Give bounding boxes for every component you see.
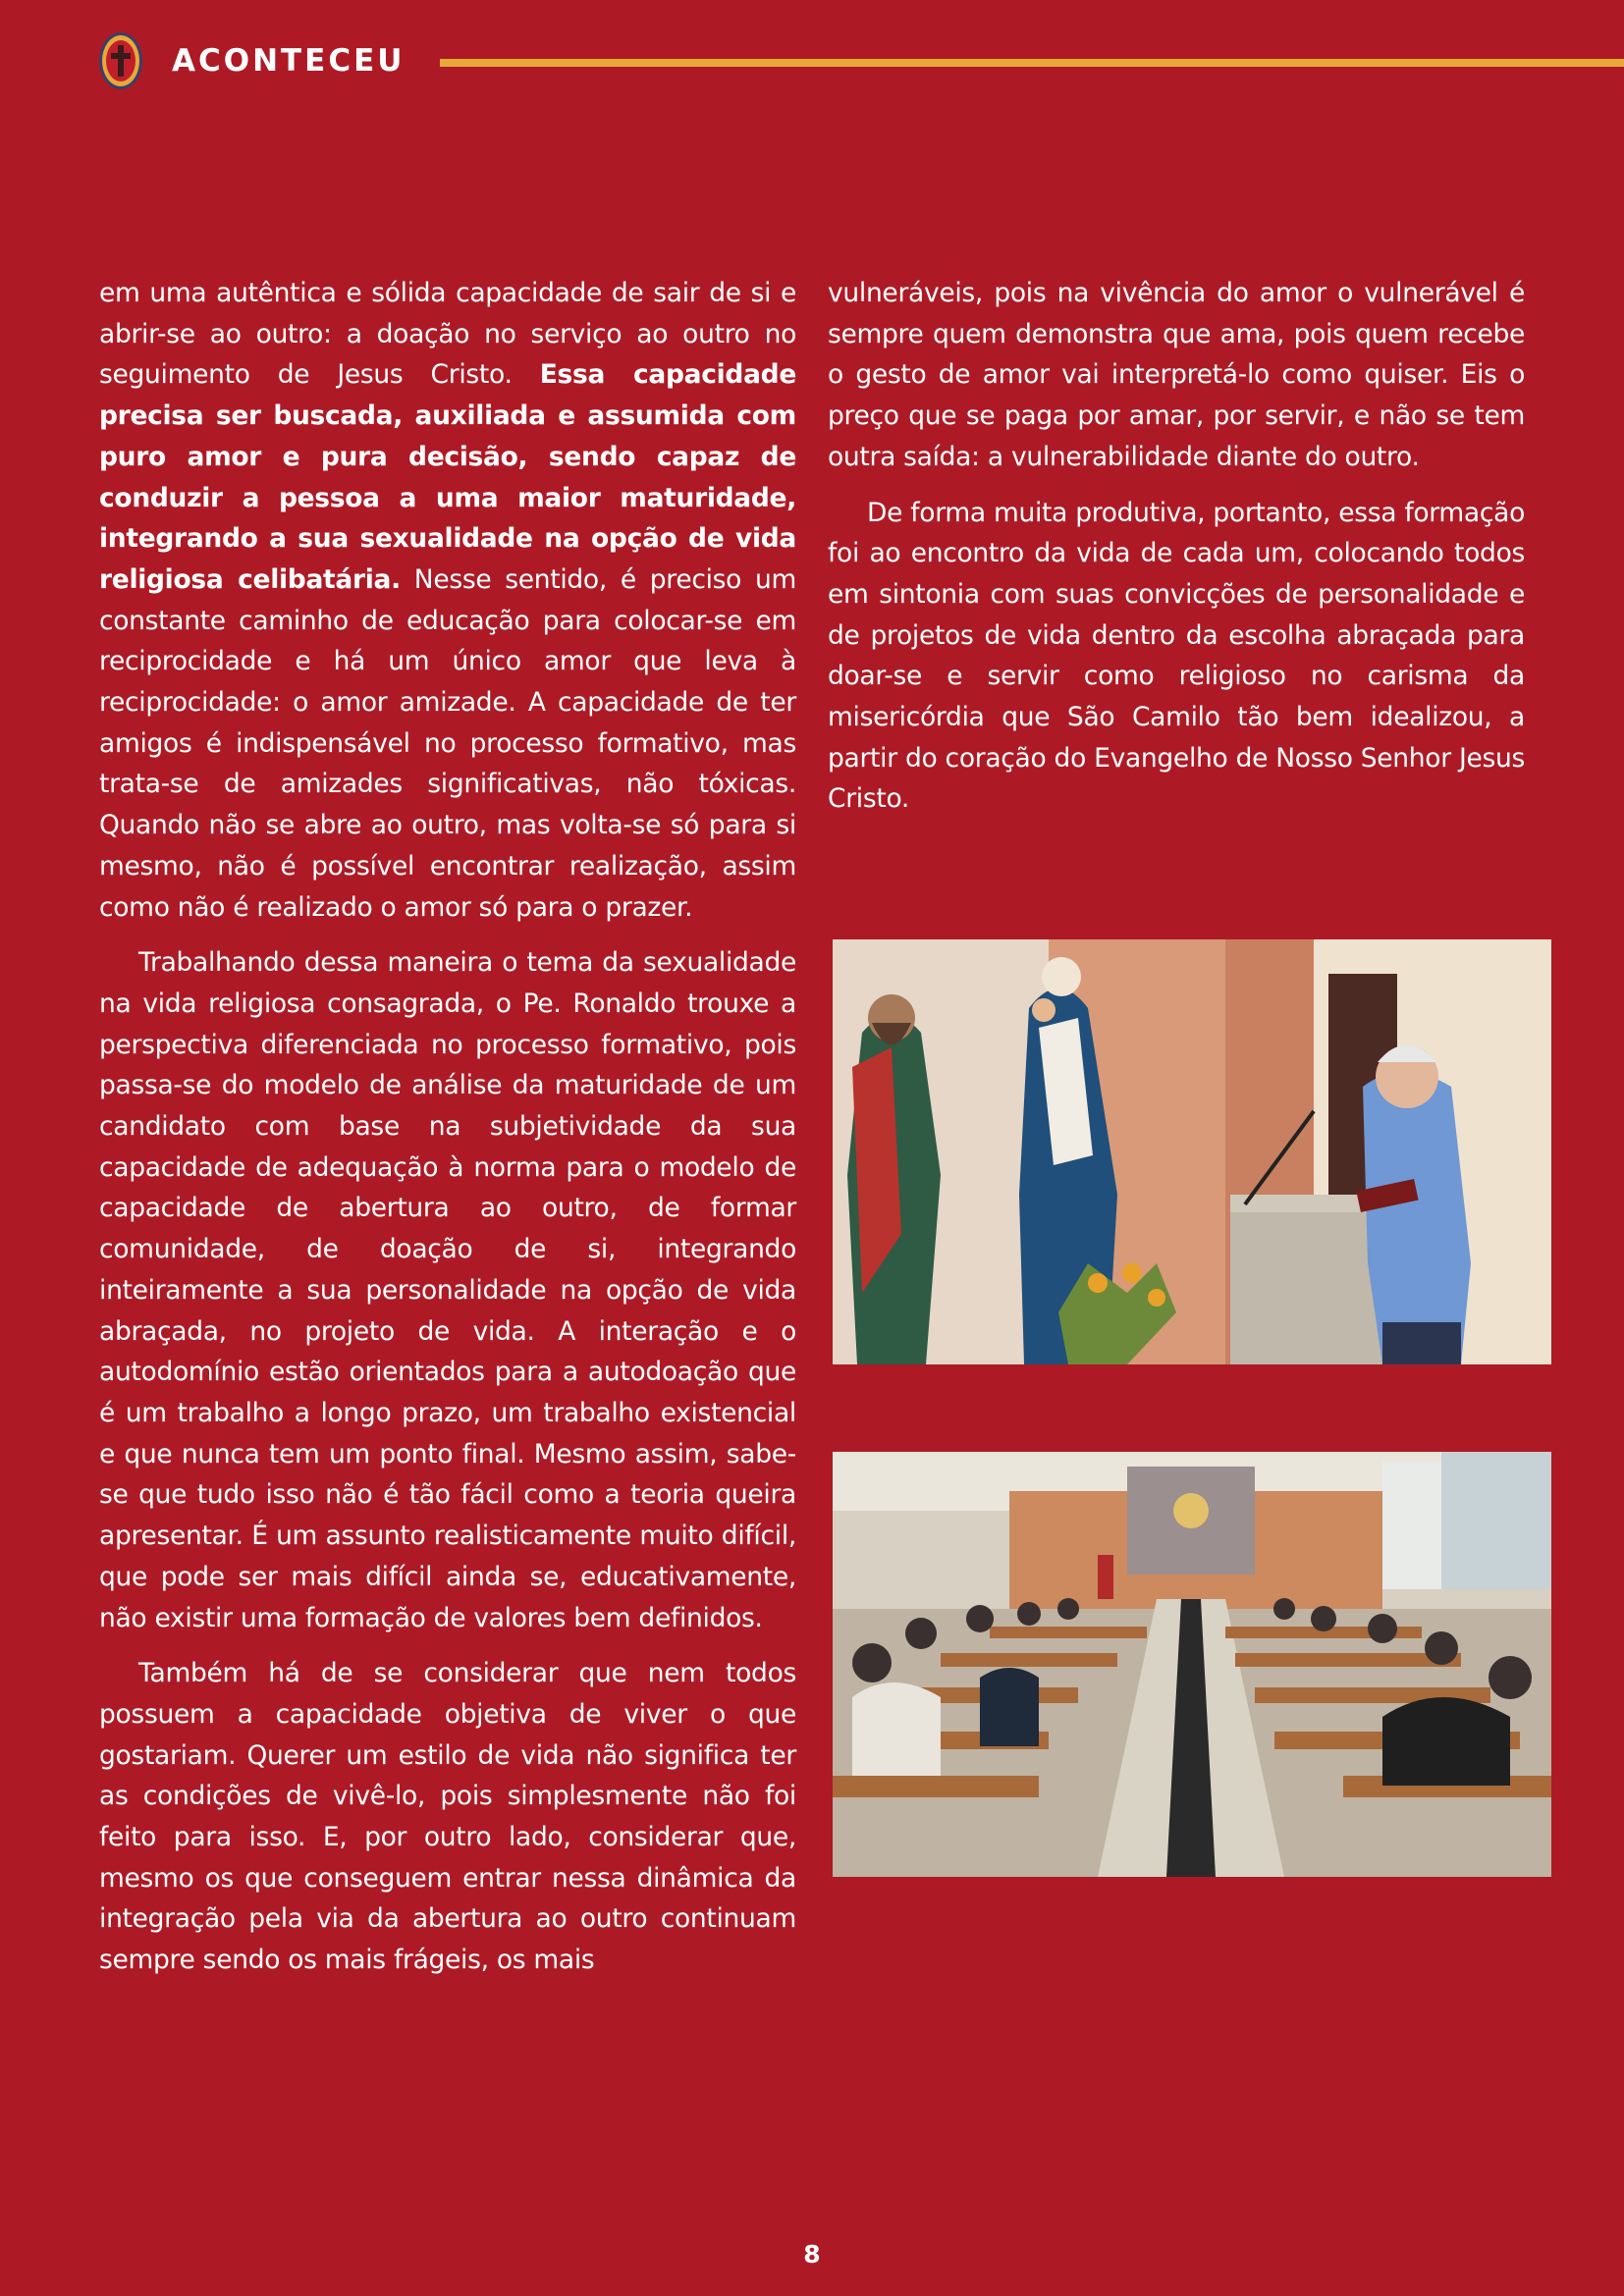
page-header [0, 0, 1624, 128]
emphasis-text: Essa capacidade precisa ser buscada, auxiliada e assumida com puro amor e pura decisão, sendo capaz de conduzir a pessoa a uma maior maturidade, integrando a sua sexualidade na opção de vida religiosa celibatária. [99, 359, 796, 595]
article-left-column [99, 273, 796, 1996]
paragraph: De forma muita produtiva, portanto, essa formação foi ao encontro da vida de cada um, colocando todos em sintonia com suas convicções de personalidade e de projetos de vida dentro da escolha abraçada para doar-se e servir como religioso no carisma da misericórdia que São Camilo tão bem idealizou, a partir do coração do Evangelho de Nosso Senhor Jesus Cristo. [828, 497, 1525, 815]
paragraph: Trabalhando dessa maneira o tema da sexualidade na vida religiosa consagrada, o Pe. Ronaldo trouxe a perspectiva diferenciada no processo formativo, pois passa-se do modelo de análise da maturidade de um candidato com base na subjetividade da sua capacidade de adequação à norma para o modelo de capacidade de abertura ao outro, de formar comunidade, de doação de si, integrando inteiramente a sua personalidade na opção de vida abraçada, no projeto de vida. A interação e o autodomínio estão orientados para a autodoação que é um trabalho a longo prazo, um trabalho existencial e que nunca tem um ponto final. Mesmo assim, sabe-se que tudo isso não é tão fácil como a teoria queira apresentar. É um assunto realisticamente muito difícil, que pode ser mais difícil ainda se, educativamente, não existir uma formação de valores bem definidos. [99, 947, 796, 1633]
page-number: 8 [803, 2240, 821, 2269]
paragraph-text: Nesse sentido, é preciso um constante caminho de educação para colocar-se em reciprocidade e há um único amor que leva à reciprocidade: o amor amizade. A capacidade de ter amigos é indispensável no processo formativo, mas trata-se de amizades significativas, não tóxicas. Quando não se abre ao outro, mas volta-se só para si mesmo, não é possível encontrar realização, assim como não é realizado o amor só para o prazer. [99, 563, 796, 923]
paragraph-text: em uma autêntica e sólida capacidade de sair de si e abrir-se ao outro: a doação no serviço ao outro no seguimento de Jesus Cristo. [99, 278, 796, 391]
photo-chapel-congregation [833, 1452, 1551, 1877]
section-title: ACONTECEU [172, 43, 406, 79]
article-right-column [828, 273, 1525, 834]
photo-reading-at-lectern [833, 939, 1551, 1364]
paragraph: vulneráveis, pois na vivência do amor o vulnerável é sempre quem demonstra que ama, pois quem recebe o gesto de amor vai interpretá-lo como quiser. Eis o preço que se paga por amar, por servir, e não se tem outra saída: a vulnerabilidade diante do outro. [828, 278, 1525, 472]
paragraph: Também há de se considerar que nem todos possuem a capacidade objetiva de viver o que gostariam. Querer um estilo de vida não significa ter as condições de vivê-lo, pois simplesmente não foi feito para isso. E, por outro lado, considerar que, mesmo os que conseguem entrar nessa dinâmica da integração pela via da abertura ao outro continuam sempre sendo os mais frágeis, os mais [99, 1658, 796, 1976]
cross-emblem-icon [98, 31, 143, 90]
header-divider [440, 59, 1624, 67]
paragraph [99, 273, 796, 928]
